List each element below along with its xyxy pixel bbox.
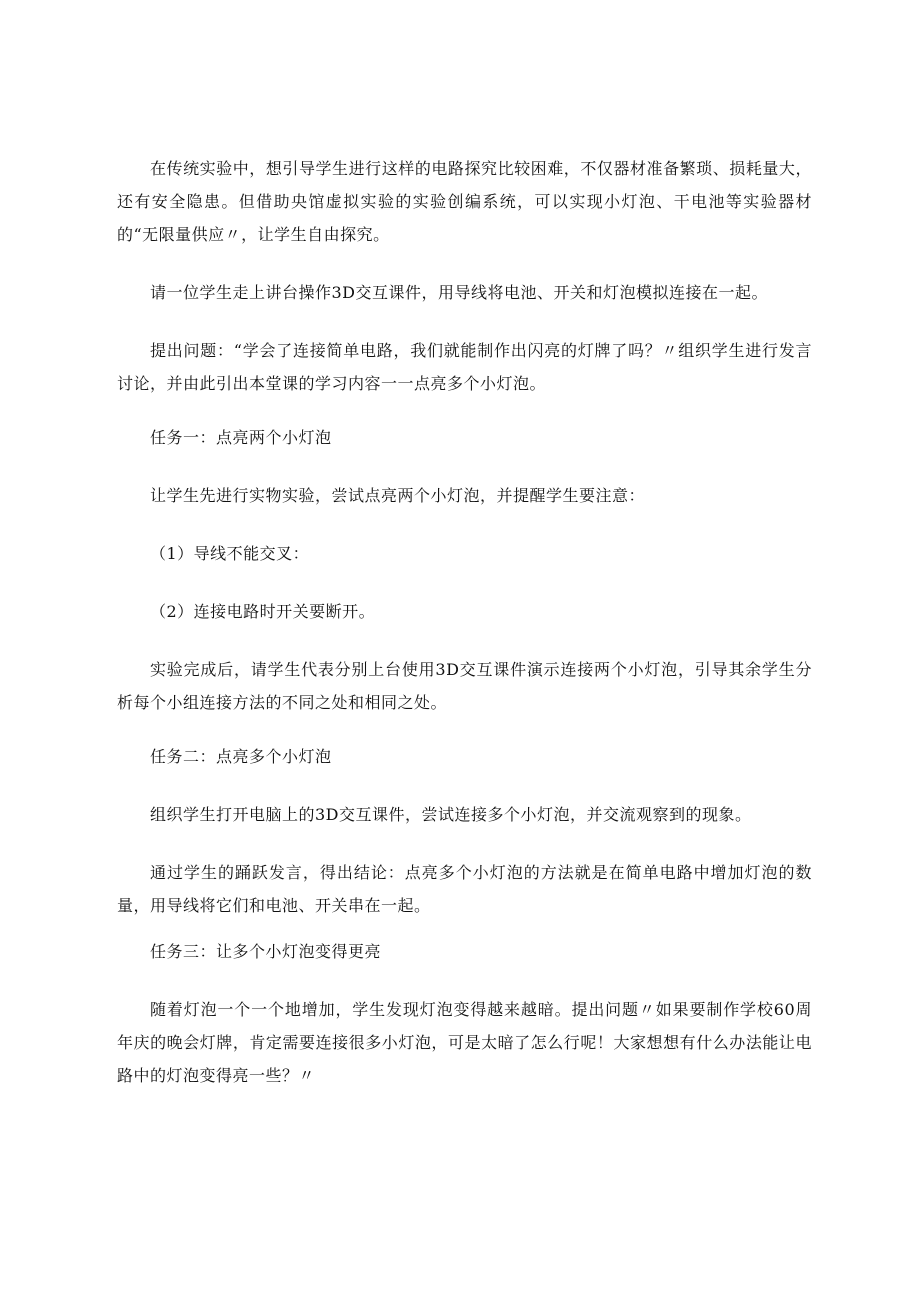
paragraph-physical-experiment: 让学生先进行实物实验，尝试点亮两个小灯泡，并提醒学生要注意： [150, 486, 646, 505]
paragraph-traditional-experiment: 在传统实验中，想引导学生进行这样的电路探究比较困难，不仅器材准备繁琐、损耗量大，还有安全隐患。但借助央馆虚拟实验的实验创编系统，可以实现小灯泡、干电池等实验器材的“无限量供应〃，让学生自由探究。 [117, 159, 812, 244]
document-body [117, 152, 812, 1092]
paragraph-student-demo: 请一位学生走上讲台操作3D交互课件，用导线将电池、开关和灯泡模拟连接在一起。 [150, 283, 769, 302]
paragraph-demo-analysis: 实验完成后，请学生代表分别上台使用3D交互课件演示连接两个小灯泡，引导其余学生分析每个小组连接方法的不同之处和相同之处。 [117, 660, 812, 712]
list-item-no-crossing: （1）导线不能交叉： [150, 544, 310, 563]
heading-task-two: 任务二：点亮多个小灯泡 [150, 747, 332, 766]
heading-task-one: 任务一：点亮两个小灯泡 [150, 428, 332, 447]
paragraph-brightness-question: 随着灯泡一个一个地增加，学生发现灯泡变得越来越暗。提出问题〃如果要制作学校60周年庆的晚会灯牌，肯定需要连接很多小灯泡，可是太暗了怎么行呢！大家想想有什么办法能让电路中的灯泡变得亮一些？〃 [117, 1000, 812, 1085]
paragraph-question: 提出问题：“学会了连接简单电路，我们就能制作出闪亮的灯牌了吗？〃组织学生进行发言讨论，并由此引出本堂课的学习内容一一点亮多个小灯泡。 [117, 341, 812, 393]
heading-task-three: 任务三：让多个小灯泡变得更亮 [150, 942, 382, 961]
paragraph-computer-courseware: 组织学生打开电脑上的3D交互课件，尝试连接多个小灯泡，并交流观察到的现象。 [150, 805, 752, 824]
paragraph-conclusion: 通过学生的踊跃发言，得出结论：点亮多个小灯泡的方法就是在简单电路中增加灯泡的数量，用导线将它们和电池、开关串在一起。 [117, 863, 812, 915]
list-item-switch-off: （2）连接电路时开关要断开。 [150, 602, 376, 621]
